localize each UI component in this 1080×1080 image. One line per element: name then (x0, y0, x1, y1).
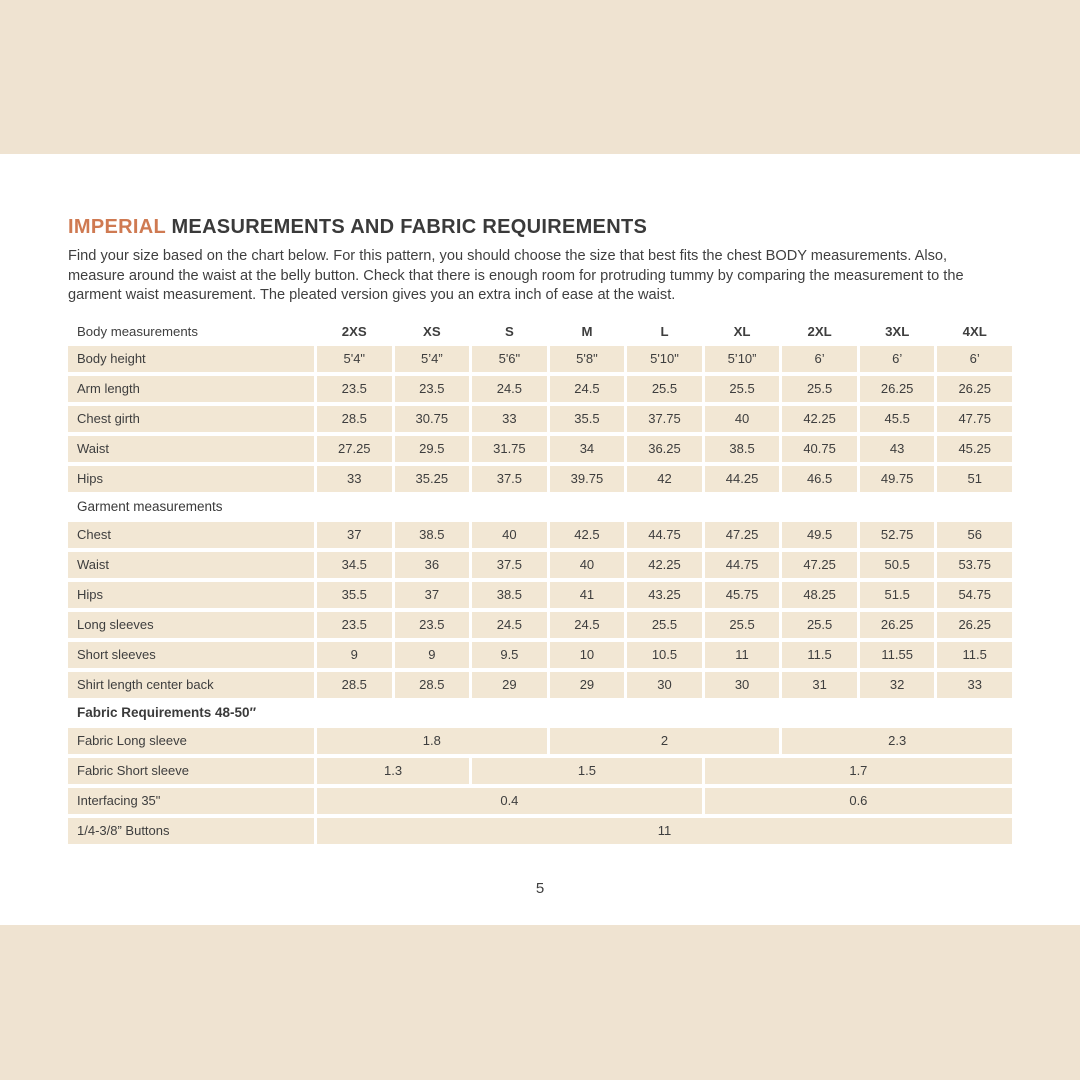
size-column-header: S (504, 324, 514, 340)
table-cell: 2 (550, 728, 780, 754)
table-cell: 0.6 (705, 788, 1012, 814)
size-column-header: 2XS (341, 324, 367, 340)
size-column-header: XS (423, 324, 441, 340)
table-cell: 30 (627, 672, 702, 698)
table-header-label: Body measurements (77, 324, 198, 340)
table-cell: 46.5 (782, 466, 857, 492)
table-cell: 1.5 (472, 758, 702, 784)
row-label: Shirt length center back (68, 672, 314, 698)
table-cell: 33 (472, 406, 547, 432)
table-cell: 9 (317, 642, 392, 668)
size-column-header: M (581, 324, 593, 340)
page-content (0, 154, 1080, 925)
table-cell: 42 (627, 466, 702, 492)
measurements-table (68, 322, 1012, 844)
row-label: Waist (68, 552, 314, 578)
table-cell: 44.75 (705, 552, 780, 578)
table-cell: 23.5 (395, 612, 470, 638)
row-label: Fabric Long sleeve (68, 728, 314, 754)
top-band (0, 0, 1080, 154)
size-column-header: XL (733, 324, 751, 340)
row-label: Long sleeves (68, 612, 314, 638)
size-column-header: 4XL (962, 324, 987, 340)
table-cell: 10 (550, 642, 625, 668)
table-cell: 37.5 (472, 466, 547, 492)
table-cell: 23.5 (317, 612, 392, 638)
row-label: Chest girth (68, 406, 314, 432)
table-cell: 40 (705, 406, 780, 432)
table-cell: 9.5 (472, 642, 547, 668)
table-cell: 26.25 (860, 612, 935, 638)
row-label: Body height (68, 346, 314, 372)
table-cell: 33 (317, 466, 392, 492)
table-cell: 35.5 (550, 406, 625, 432)
table-cell: 45.5 (860, 406, 935, 432)
bottom-band (0, 925, 1080, 1080)
table-cell: 25.5 (705, 612, 780, 638)
table-cell: 41 (550, 582, 625, 608)
page-title (68, 216, 1012, 239)
table-cell: 25.5 (627, 376, 702, 402)
table-cell: 33 (937, 672, 1012, 698)
table-cell: 24.5 (472, 376, 547, 402)
table-cell: 51.5 (860, 582, 935, 608)
table-cell: 47.25 (705, 522, 780, 548)
table-cell: 24.5 (550, 376, 625, 402)
row-label: Short sleeves (68, 642, 314, 668)
table-cell: 48.25 (782, 582, 857, 608)
table-cell: 29 (472, 672, 547, 698)
table-cell: 47.25 (782, 552, 857, 578)
table-cell: 49.5 (782, 522, 857, 548)
table-cell: 44.75 (627, 522, 702, 548)
table-cell: 37.75 (627, 406, 702, 432)
table-cell: 2.3 (782, 728, 1012, 754)
table-cell: 11.5 (782, 642, 857, 668)
table-cell: 42.25 (627, 552, 702, 578)
table-cell: 6’ (937, 346, 1012, 372)
table-cell: 31.75 (472, 436, 547, 462)
table-cell: 5'6" (472, 346, 547, 372)
table-cell: 44.25 (705, 466, 780, 492)
table-cell: 10.5 (627, 642, 702, 668)
size-column-header: 2XL (807, 324, 832, 340)
table-cell: 36.25 (627, 436, 702, 462)
section-header: Garment measurements (68, 496, 1012, 518)
table-cell: 40.75 (782, 436, 857, 462)
table-cell: 32 (860, 672, 935, 698)
table-cell: 1.8 (317, 728, 547, 754)
row-label: Hips (68, 466, 314, 492)
table-cell: 29 (550, 672, 625, 698)
table-cell: 34.5 (317, 552, 392, 578)
table-cell: 30 (705, 672, 780, 698)
table-cell: 25.5 (782, 376, 857, 402)
table-cell: 24.5 (472, 612, 547, 638)
table-cell: 36 (395, 552, 470, 578)
row-label: Hips (68, 582, 314, 608)
row-label: Arm length (68, 376, 314, 402)
table-cell: 53.75 (937, 552, 1012, 578)
title-highlight: IMPERIAL (68, 216, 166, 238)
table-cell: 39.75 (550, 466, 625, 492)
table-cell: 26.25 (860, 376, 935, 402)
table-cell: 1.7 (705, 758, 1012, 784)
table-cell: 47.75 (937, 406, 1012, 432)
row-label: Waist (68, 436, 314, 462)
table-cell: 42.25 (782, 406, 857, 432)
table-cell: 11 (705, 642, 780, 668)
table-cell: 37.5 (472, 552, 547, 578)
table-cell: 56 (937, 522, 1012, 548)
table-cell: 1.3 (317, 758, 469, 784)
table-cell: 37 (395, 582, 470, 608)
row-label: Chest (68, 522, 314, 548)
table-cell: 35.25 (395, 466, 470, 492)
table-cell: 28.5 (317, 406, 392, 432)
table-cell: 43 (860, 436, 935, 462)
row-label: Interfacing 35" (68, 788, 314, 814)
table-cell: 11.5 (937, 642, 1012, 668)
table-cell: 5'8" (550, 346, 625, 372)
table-cell: 0.4 (317, 788, 702, 814)
table-cell: 27.25 (317, 436, 392, 462)
table-cell: 45.25 (937, 436, 1012, 462)
page-number: 5 (535, 879, 545, 897)
table-cell: 5’4” (395, 346, 470, 372)
table-cell: 25.5 (627, 612, 702, 638)
section-header: Fabric Requirements 48-50″ (68, 702, 1012, 724)
row-label: Fabric Short sleeve (68, 758, 314, 784)
row-label: 1/4-3/8” Buttons (68, 818, 314, 844)
table-cell: 29.5 (395, 436, 470, 462)
table-cell: 28.5 (317, 672, 392, 698)
table-cell: 31 (782, 672, 857, 698)
title-rest: MEASUREMENTS AND FABRIC REQUIREMENTS (165, 216, 648, 238)
table-cell: 5'10" (627, 346, 702, 372)
table-cell: 50.5 (860, 552, 935, 578)
table-cell: 54.75 (937, 582, 1012, 608)
table-cell: 38.5 (705, 436, 780, 462)
table-cell: 34 (550, 436, 625, 462)
table-cell: 52.75 (860, 522, 935, 548)
table-cell: 26.25 (937, 612, 1012, 638)
table-cell: 42.5 (550, 522, 625, 548)
table-cell: 38.5 (472, 582, 547, 608)
table-cell: 45.75 (705, 582, 780, 608)
table-cell: 25.5 (705, 376, 780, 402)
table-cell: 49.75 (860, 466, 935, 492)
table-cell: 51 (937, 466, 1012, 492)
table-cell: 25.5 (782, 612, 857, 638)
table-cell: 35.5 (317, 582, 392, 608)
table-cell: 26.25 (937, 376, 1012, 402)
table-cell: 40 (472, 522, 547, 548)
table-cell: 37 (317, 522, 392, 548)
table-cell: 30.75 (395, 406, 470, 432)
table-cell: 11 (317, 818, 1012, 844)
table-cell: 24.5 (550, 612, 625, 638)
table-cell: 11.55 (860, 642, 935, 668)
intro-paragraph: Find your size based on the chart below. For this pattern, you should choose the size that best fits the chest BODY measurements. Also, measure around the waist at the belly button. Check that there is enough room for protruding tummy by comparing the measurement to the garment waist measurement. The pleated version gives you an extra inch of ease at the waist. (68, 248, 964, 304)
table-cell: 6’ (782, 346, 857, 372)
table-cell: 28.5 (395, 672, 470, 698)
table-cell: 43.25 (627, 582, 702, 608)
table-cell: 38.5 (395, 522, 470, 548)
size-column-header: 3XL (885, 324, 910, 340)
table-cell: 5’10” (705, 346, 780, 372)
table-cell: 9 (395, 642, 470, 668)
table-cell: 5'4" (317, 346, 392, 372)
size-column-header: L (660, 324, 669, 340)
table-cell: 23.5 (317, 376, 392, 402)
table-cell: 40 (550, 552, 625, 578)
table-cell: 23.5 (395, 376, 470, 402)
table-cell: 6’ (860, 346, 935, 372)
